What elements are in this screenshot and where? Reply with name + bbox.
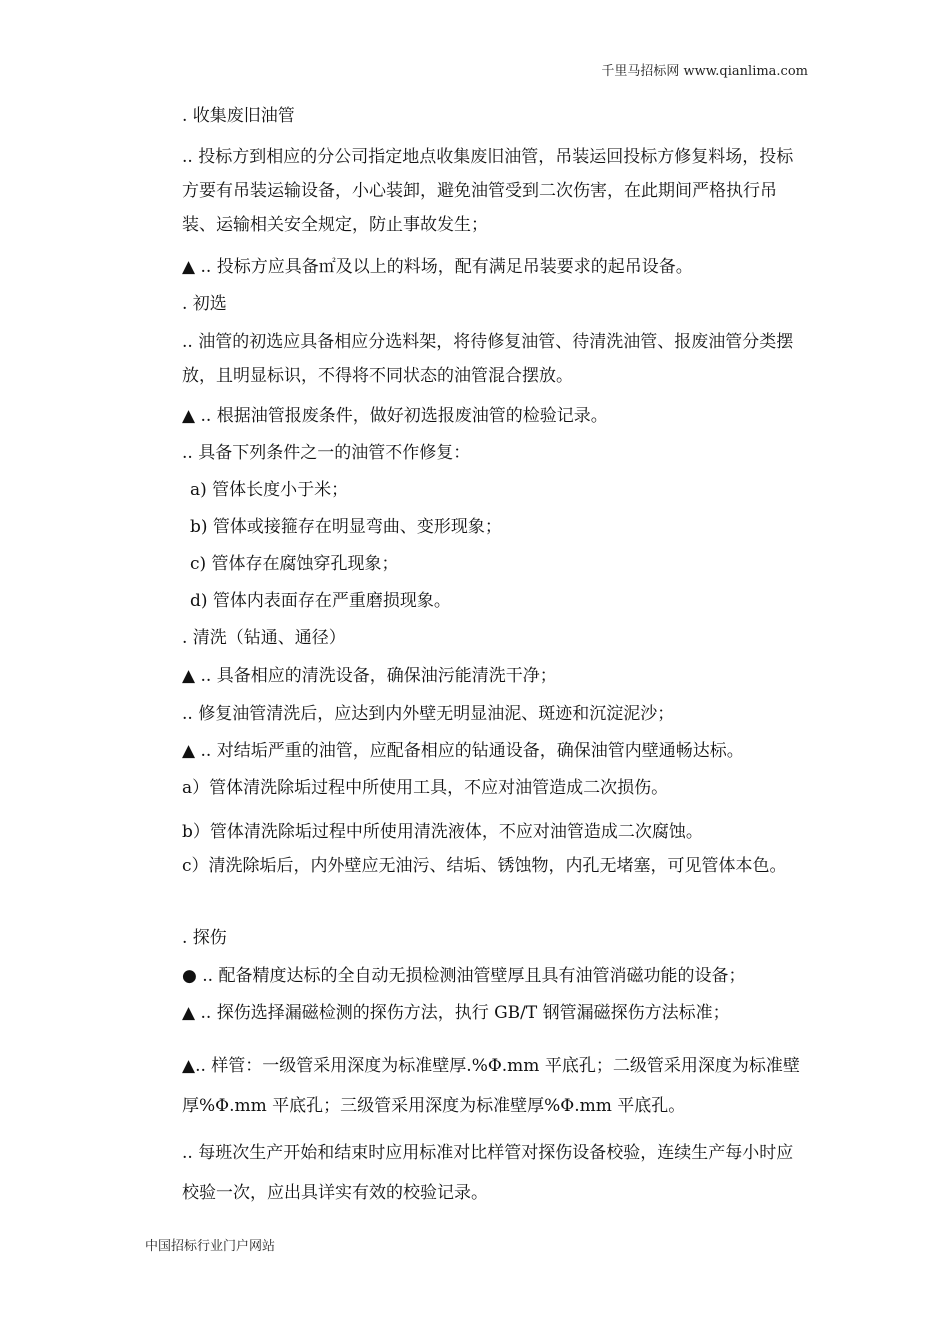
paragraph-clean-1: ▲ .. 具备相应的清洗设备，确保油污能清洗干净； [182, 666, 557, 686]
paragraph-clean-3: ▲ .. 对结垢严重的油管，应配备相应的钻通设备，确保油管内壁通畅达标。 [182, 741, 744, 761]
page-footer-text: 中国招标行业门户网站 [145, 1239, 276, 1254]
paragraph-select-1 [145, 325, 810, 393]
section-heading-detect: . 探伤 [182, 928, 227, 948]
paragraph-text: .. 每班次生产开始和结束时应用标准对比样管对探伤设备校验，连续生产每小时应校验一次，应出具详实有效的校验记录。 [182, 1143, 794, 1203]
section-heading-select: . 初选 [182, 294, 227, 314]
paragraph-collect-2: ▲ .. 投标方应具备㎡及以上的料场，配有满足吊装要求的起吊设备。 [182, 257, 693, 277]
paragraph-text: .. 投标方到相应的分公司指定地点收集废旧油管，吊装运回投标方修复料场，投标方要有吊装运输设备，小心装卸，避免油管受到二次伤害，在此期间严格执行吊装、运输相关安全规定，防止事故发生； [182, 147, 794, 235]
paragraph-clean-2: .. 修复油管清洗后，应达到内外壁无明显油泥、斑迹和沉淀泥沙； [182, 704, 675, 724]
list-item-select-a: a) 管体长度小于米； [190, 480, 349, 500]
paragraph-text: c）清洗除垢后，内外壁应无油污、结垢、锈蚀物，内孔无堵塞，可见管体本色。 [182, 856, 787, 876]
paragraph-select-2: ▲ .. 根据油管报废条件，做好初选报废油管的检验记录。 [182, 406, 608, 426]
paragraph-detect-2: ▲ .. 探伤选择漏磁检测的探伤方法，执行 GB/T 钢管漏磁探伤方法标准； [182, 1003, 730, 1023]
paragraph-collect-1 [145, 140, 810, 242]
list-item-select-d: d) 管体内表面存在严重磨损现象。 [190, 591, 451, 611]
paragraph-detect-3 [145, 1046, 810, 1126]
paragraph-detect-4 [145, 1133, 810, 1213]
paragraph-select-3: .. 具备下列条件之一的油管不作修复： [182, 443, 471, 463]
list-item-clean-a: a）管体清洗除垢过程中所使用工具，不应对油管造成二次损伤。 [182, 778, 669, 798]
section-heading-collect: . 收集废旧油管 [182, 106, 295, 126]
page-header-site: 千里马招标网 www.qianlima.com [601, 64, 808, 79]
paragraph-text: ▲.. 样管：一级管采用深度为标准壁厚.%Φ.mm 平底孔；二级管采用深度为标准壁厚%Φ.mm 平底孔；三级管采用深度为标准壁厚%Φ.mm 平底孔。 [182, 1056, 800, 1116]
section-heading-clean: . 清洗（钻通、通径） [182, 628, 346, 648]
list-item-clean-c [145, 853, 810, 879]
paragraph-detect-1: ● .. 配备精度达标的全自动无损检测油管壁厚且具有油管消磁功能的设备； [182, 966, 746, 986]
paragraph-text: .. 油管的初选应具备相应分选料架，将待修复油管、待清洗油管、报废油管分类摆放，且明显标识，不得将不同状态的油管混合摆放。 [182, 332, 794, 386]
list-item-clean-b: b）管体清洗除垢过程中所使用清洗液体，不应对油管造成二次腐蚀。 [182, 822, 703, 842]
list-item-select-c: c) 管体存在腐蚀穿孔现象； [190, 554, 399, 574]
list-item-select-b: b) 管体或接箍存在明显弯曲、变形现象； [190, 517, 502, 537]
